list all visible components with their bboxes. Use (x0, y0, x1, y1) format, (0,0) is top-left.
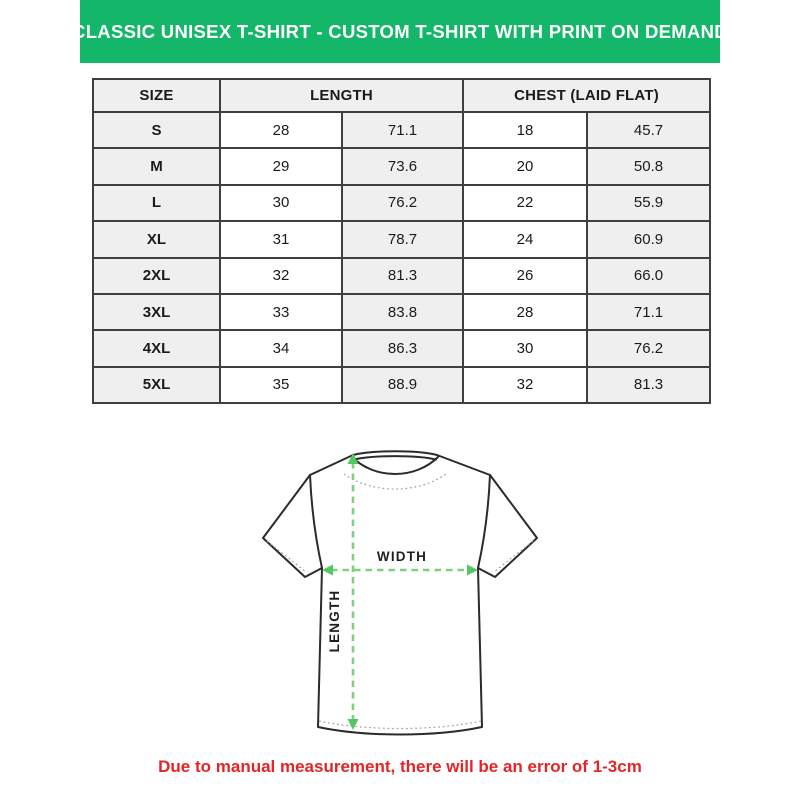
col-header-chest: CHEST (LAID FLAT) (463, 79, 710, 112)
width-arrow-label: WIDTH (376, 549, 428, 564)
table-row (93, 330, 710, 366)
size-cell: 4XL (93, 330, 220, 366)
length-in-cell: 28 (220, 112, 342, 148)
length-cm-cell: 76.2 (342, 185, 463, 221)
tshirt-diagram-svg (250, 430, 550, 745)
chest-cm-cell: 55.9 (587, 185, 710, 221)
measurement-note: Due to manual measurement, there will be an error of 1-3cm (158, 757, 642, 776)
chest-cm-cell: 60.9 (587, 221, 710, 257)
col-header-length: LENGTH (220, 79, 463, 112)
chest-in-cell: 32 (463, 367, 587, 403)
banner-title: CLASSIC UNISEX T-SHIRT - CUSTOM T-SHIRT WITH PRINT ON DEMAND (72, 20, 728, 42)
chest-in-cell: 26 (463, 258, 587, 294)
chest-in-cell: 24 (463, 221, 587, 257)
table-row (93, 221, 710, 257)
chest-cm-cell: 50.8 (587, 148, 710, 184)
table-row (93, 258, 710, 294)
chest-cm-cell: 76.2 (587, 330, 710, 366)
table-row (93, 367, 710, 403)
length-cm-cell: 81.3 (342, 258, 463, 294)
length-cm-cell: 73.6 (342, 148, 463, 184)
chest-cm-cell: 45.7 (587, 112, 710, 148)
chest-cm-cell: 66.0 (587, 258, 710, 294)
size-cell: 5XL (93, 367, 220, 403)
length-cm-cell: 86.3 (342, 330, 463, 366)
table-row (93, 112, 710, 148)
size-cell: 2XL (93, 258, 220, 294)
table-header-row (93, 79, 710, 112)
table-row (93, 148, 710, 184)
title-banner (72, 0, 728, 63)
col-header-size: SIZE (93, 79, 220, 112)
table-row (93, 294, 710, 330)
length-in-cell: 34 (220, 330, 342, 366)
chest-cm-cell: 81.3 (587, 367, 710, 403)
length-in-cell: 33 (220, 294, 342, 330)
length-cm-cell: 71.1 (342, 112, 463, 148)
size-cell: M (93, 148, 220, 184)
table-row (93, 185, 710, 221)
chest-in-cell: 22 (463, 185, 587, 221)
size-cell: XL (93, 221, 220, 257)
length-in-cell: 35 (220, 367, 342, 403)
length-in-cell: 32 (220, 258, 342, 294)
length-in-cell: 31 (220, 221, 342, 257)
length-in-cell: 29 (220, 148, 342, 184)
length-arrow-label: LENGTH (327, 589, 342, 653)
length-in-cell: 30 (220, 185, 342, 221)
chest-cm-cell: 71.1 (587, 294, 710, 330)
length-cm-cell: 88.9 (342, 367, 463, 403)
length-cm-cell: 78.7 (342, 221, 463, 257)
chest-in-cell: 28 (463, 294, 587, 330)
tshirt-measurement-diagram (250, 430, 550, 745)
chest-in-cell: 18 (463, 112, 587, 148)
chest-in-cell: 20 (463, 148, 587, 184)
tshirt-outline (263, 451, 537, 734)
chest-in-cell: 30 (463, 330, 587, 366)
size-cell: S (93, 112, 220, 148)
size-cell: L (93, 185, 220, 221)
size-table (92, 78, 711, 404)
length-cm-cell: 83.8 (342, 294, 463, 330)
size-cell: 3XL (93, 294, 220, 330)
